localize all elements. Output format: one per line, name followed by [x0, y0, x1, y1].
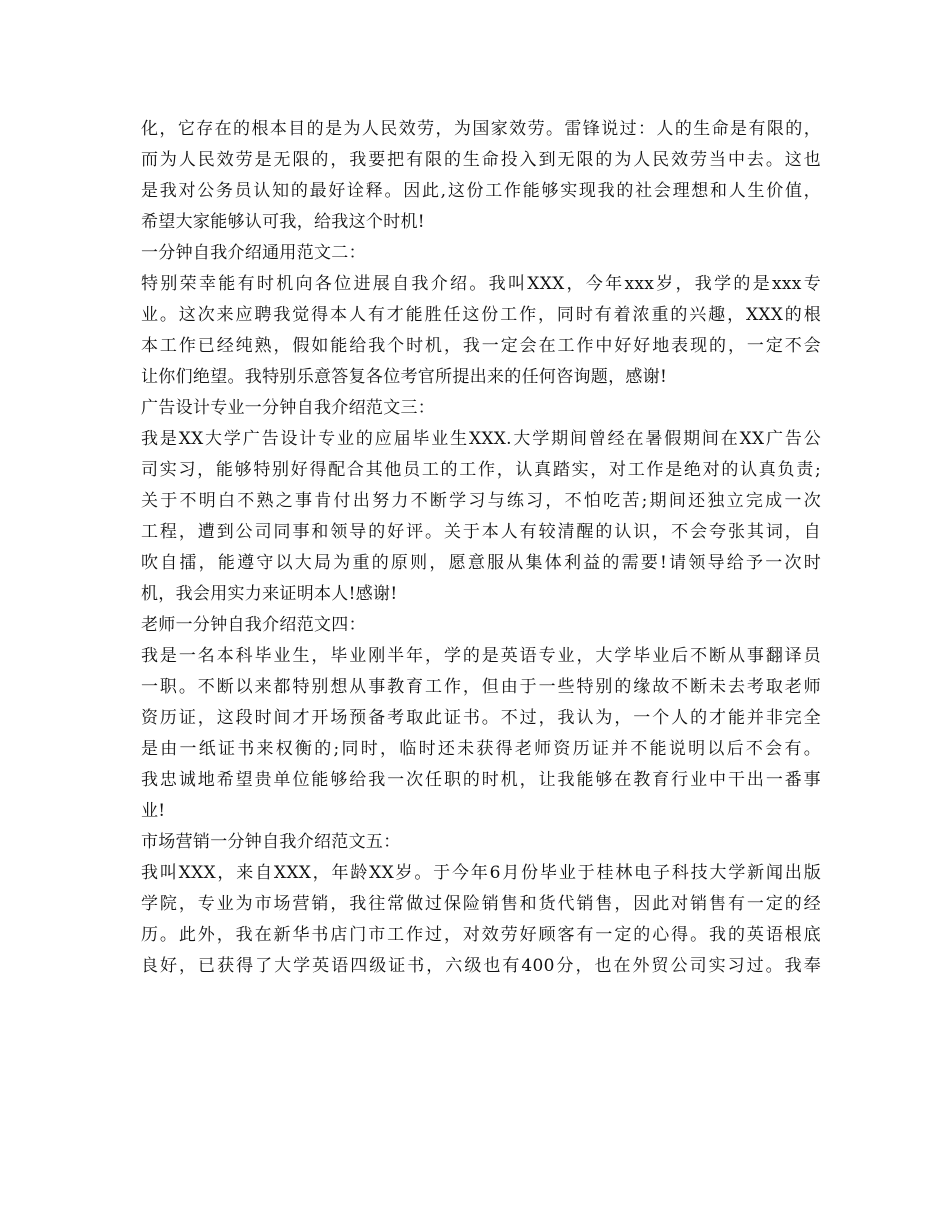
paragraph-line: 本工作已经纯熟，假如能给我个时机，我一定会在工作中好好地表现的，一定不会	[141, 336, 821, 356]
paragraph-line: 让你们绝望。我特别乐意答复各位考官所提出来的任何咨询题，感谢!	[141, 367, 668, 387]
paragraph-line: 资历证，这段时间才开场预备考取此证书。不过，我认为，一个人的才能并非完全	[141, 708, 821, 728]
section-heading: 市场营销一分钟自我介绍范文五：	[141, 832, 401, 852]
paragraph-line: 吹自擂，能遵守以大局为重的原则，愿意服从集体利益的需要!请领导给予一次时	[141, 553, 821, 573]
paragraph-line: 良好，已获得了大学英语四级证书，六级也有400分，也在外贸公司实习过。我奉	[141, 956, 821, 976]
paragraph-line: 我忠诚地希望贵单位能够给我一次任职的时机，让我能够在教育行业中干出一番事	[141, 770, 821, 790]
paragraph-line: 而为人民效劳是无限的，我要把有限的生命投入到无限的为人民效劳当中去。这也	[141, 150, 821, 170]
paragraph-line: 特别荣幸能有时机向各位进展自我介绍。我叫XXX，今年xxx岁，我学的是xxx专	[141, 274, 821, 294]
paragraph-line: 我是一名本科毕业生，毕业刚半年，学的是英语专业，大学毕业后不断从事翻译员	[141, 646, 821, 666]
section-heading: 一分钟自我介绍通用范文二：	[141, 243, 366, 263]
paragraph-line: 司实习，能够特别好得配合其他员工的工作，认真踏实，对工作是绝对的认真负责;	[141, 460, 821, 480]
section-heading: 广告设计专业一分钟自我介绍范文三：	[141, 398, 436, 418]
section-heading: 老师一分钟自我介绍范文四：	[141, 615, 366, 635]
paragraph-line: 希望大家能够认可我，给我这个时机!	[141, 212, 425, 232]
paragraph-line: 是我对公务员认知的最好诠释。因此,这份工作能够实现我的社会理想和人生价值，	[141, 181, 821, 201]
paragraph-line: 业!	[141, 801, 166, 821]
paragraph-line: 我是XX大学广告设计专业的应届毕业生XXX.大学期间曾经在暑假期间在XX广告公	[141, 429, 821, 449]
paragraph-line: 一职。不断以来都特别想从事教育工作，但由于一些特别的缘故不断未去考取老师	[141, 677, 821, 697]
paragraph-line: 关于不明白不熟之事肯付出努力不断学习与练习，不怕吃苦;期间还独立完成一次	[141, 491, 821, 511]
paragraph-line: 学院，专业为市场营销，我往常做过保险销售和货代销售，因此对销售有一定的经	[141, 894, 821, 914]
paragraph-line: 历。此外，我在新华书店门市工作过，对效劳好顾客有一定的心得。我的英语根底	[141, 925, 821, 945]
paragraph-line: 业。这次来应聘我觉得本人有才能胜任这份工作，同时有着浓重的兴趣，XXX的根	[141, 305, 821, 325]
paragraph-line: 工程，遭到公司同事和领导的好评。关于本人有较清醒的认识，不会夸张其词，自	[141, 522, 821, 542]
paragraph-line: 机，我会用实力来证明本人!感谢!	[141, 584, 398, 604]
paragraph-line: 化，它存在的根本目的是为人民效劳，为国家效劳。雷锋说过：人的生命是有限的，	[141, 119, 821, 139]
paragraph-line: 我叫XXX，来自XXX，年龄XX岁。于今年6月份毕业于桂林电子科技大学新闻出版	[141, 863, 821, 883]
document-body	[141, 114, 821, 982]
paragraph-line: 是由一纸证书来权衡的;同时，临时还未获得老师资历证并不能说明以后不会有。	[141, 739, 821, 759]
